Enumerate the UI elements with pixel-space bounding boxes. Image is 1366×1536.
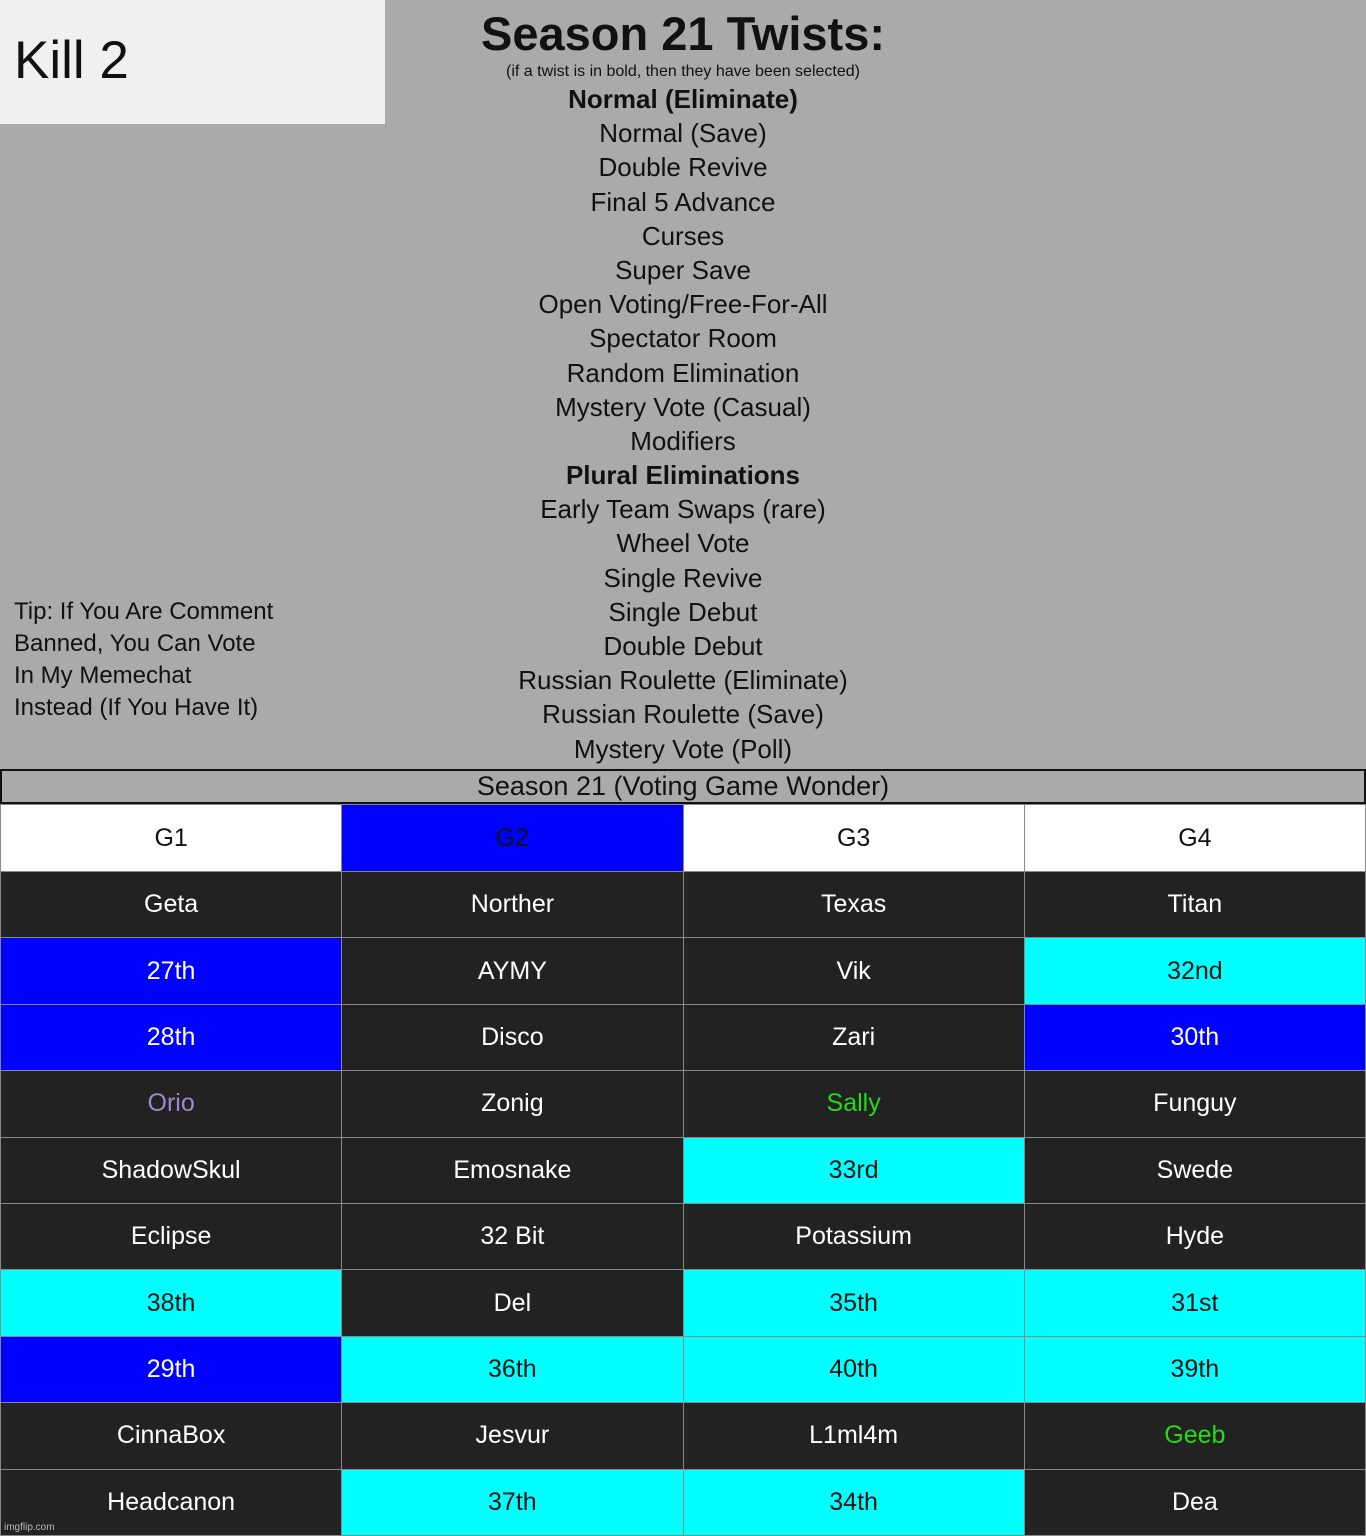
twist-item: Russian Roulette (Eliminate) <box>518 665 848 696</box>
table-cell: Vik <box>683 938 1024 1004</box>
table-cell: 29th <box>1 1336 342 1402</box>
twist-item: Double Debut <box>603 631 763 661</box>
table-row <box>1 1469 1366 1535</box>
twist-item: Final 5 Advance <box>590 186 776 217</box>
team-header-g2: G2 <box>342 805 683 872</box>
table-cell: 34th <box>683 1469 1024 1535</box>
tip-text: Tip: If You Are Comment Banned, You Can Vote In My Memechat Instead (If You Have It) <box>14 598 274 721</box>
table-cell: 39th <box>1024 1336 1365 1402</box>
table-cell: Jesvur <box>342 1403 683 1469</box>
twist-item: Curses <box>641 220 725 251</box>
table-cell: 38th <box>1 1270 342 1336</box>
twist-item: Plural Eliminations <box>565 460 801 491</box>
table-cell: Zonig <box>342 1071 683 1137</box>
table-cell: 32nd <box>1024 938 1365 1004</box>
table-row <box>1 938 1366 1004</box>
table-cell: ShadowSkul <box>1 1137 342 1203</box>
table-cell: Norther <box>342 872 683 938</box>
table-cell: Hyde <box>1024 1203 1365 1269</box>
table-cell: Del <box>342 1270 683 1336</box>
table-cell: Funguy <box>1024 1071 1365 1137</box>
table-cell: 32 Bit <box>342 1203 683 1269</box>
twist-item: Double Revive <box>598 152 768 183</box>
table-cell: 35th <box>683 1270 1024 1336</box>
team-header-g4: G4 <box>1024 805 1365 872</box>
table-cell: Texas <box>683 872 1024 938</box>
table-body <box>1 872 1366 1536</box>
twist-item: Normal (Save) <box>599 118 767 149</box>
table-cell: 28th <box>1 1004 342 1070</box>
table-row <box>1 1203 1366 1269</box>
table-cell: Sally <box>683 1071 1024 1137</box>
twist-item: Random Elimination <box>566 357 800 388</box>
table-cell: Orio <box>1 1071 342 1137</box>
twist-item: Mystery Vote (Poll) <box>573 733 793 764</box>
table-row <box>1 1137 1366 1203</box>
table-cell: CinnaBox <box>1 1403 342 1469</box>
table-cell: Geeb <box>1024 1403 1365 1469</box>
table-cell: Dea <box>1024 1469 1365 1535</box>
watermark: imgflip.com <box>4 1522 55 1533</box>
table-cell: Swede <box>1024 1137 1365 1203</box>
twist-item: Open Voting/Free-For-All <box>538 289 828 320</box>
table-cell: 27th <box>1 938 342 1004</box>
twist-item: Mystery Vote (Casual) <box>555 391 811 422</box>
team-header-g1: G1 <box>1 805 342 872</box>
twist-item: Spectator Room <box>589 323 777 354</box>
twist-item: Russian Roulette (Save) <box>542 699 824 730</box>
table-cell: Zari <box>683 1004 1024 1070</box>
table-cell: 30th <box>1024 1004 1365 1070</box>
table-cell: Titan <box>1024 872 1365 938</box>
table-row <box>1 1336 1366 1402</box>
twists-title: Season 21 Twists: <box>481 7 885 60</box>
team-table <box>0 804 1366 1536</box>
table-cell: AYMY <box>342 938 683 1004</box>
team-header-g3: G3 <box>683 805 1024 872</box>
table-cell: Potassium <box>683 1203 1024 1269</box>
table-cell: 31st <box>1024 1270 1365 1336</box>
table-cell: Emosnake <box>342 1137 683 1203</box>
twist-item: Normal (Eliminate) <box>568 84 798 114</box>
twist-item: Super Save <box>615 254 751 285</box>
table-cell: L1ml4m <box>683 1403 1024 1469</box>
table-cell: 40th <box>683 1336 1024 1402</box>
twist-item: Modifiers <box>630 425 736 456</box>
table-cell: Disco <box>342 1004 683 1070</box>
twist-item: Single Revive <box>603 562 763 593</box>
table-cell: 33rd <box>683 1137 1024 1203</box>
table-row <box>1 1403 1366 1469</box>
table-cell: Eclipse <box>1 1203 342 1269</box>
table-row <box>1 1004 1366 1070</box>
twist-item: Single Debut <box>608 596 758 627</box>
season-banner: Season 21 (Voting Game Wonder) <box>0 769 1366 804</box>
twists-subtitle: (if a twist is in bold, then they have been selected) <box>506 63 860 80</box>
table-cell: 36th <box>342 1336 683 1402</box>
twist-item: Wheel Vote <box>616 528 750 559</box>
twist-item: Early Team Swaps (rare) <box>540 494 826 525</box>
table-cell: Geta <box>1 872 342 938</box>
kill-counter: Kill 2 <box>0 0 385 124</box>
table-row <box>1 1270 1366 1336</box>
table-cell: Headcanon <box>1 1469 342 1535</box>
table-row <box>1 1071 1366 1137</box>
table-header-row <box>1 805 1366 872</box>
table-cell: 37th <box>342 1469 683 1535</box>
table-row <box>1 872 1366 938</box>
